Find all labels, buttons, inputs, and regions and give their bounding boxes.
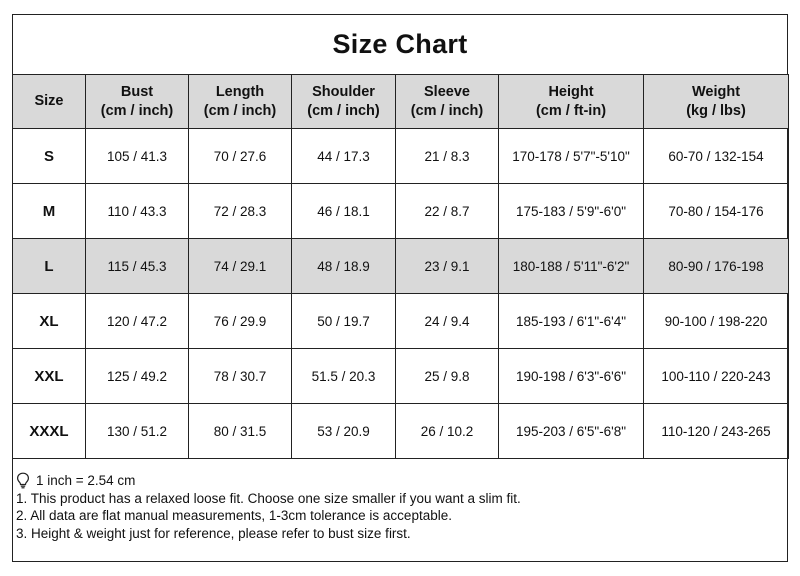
bust-cell: 105 / 41.3 [86, 129, 189, 184]
header-unit: (cm / inch) [307, 102, 380, 119]
header-weight [644, 75, 789, 129]
header-title: Height [548, 83, 594, 100]
height-cell: 170-178 / 5'7"-5'10" [499, 129, 644, 184]
weight-cell: 110-120 / 243-265 [644, 404, 789, 459]
length-cell: 70 / 27.6 [189, 129, 292, 184]
size-cell: M [13, 184, 86, 239]
table-row [13, 129, 789, 184]
height-cell: 175-183 / 5'9"-6'0" [499, 184, 644, 239]
table-row-highlighted [13, 239, 789, 294]
header-unit: (cm / inch) [100, 102, 174, 119]
table-header-row [13, 75, 789, 129]
size-cell: XXL [13, 349, 86, 404]
header-sleeve [396, 75, 499, 129]
conversion-note [16, 472, 776, 490]
length-cell: 72 / 28.3 [189, 184, 292, 239]
length-cell: 78 / 30.7 [189, 349, 292, 404]
header-title: Size [34, 93, 64, 109]
header-shoulder [292, 75, 396, 129]
header-height [499, 75, 644, 129]
header-unit: (kg / lbs) [686, 102, 746, 119]
shoulder-cell: 44 / 17.3 [292, 129, 396, 184]
size-cell: S [13, 129, 86, 184]
header-title: Weight [691, 83, 741, 100]
weight-cell: 70-80 / 154-176 [644, 184, 789, 239]
note-item: 2. All data are flat manual measurements, 1-3cm tolerance is acceptable. [16, 508, 452, 523]
notes-section [16, 472, 776, 542]
bust-cell: 120 / 47.2 [86, 294, 189, 349]
weight-cell: 100-110 / 220-243 [644, 349, 789, 404]
height-cell: 185-193 / 6'1"-6'4" [499, 294, 644, 349]
sleeve-cell: 22 / 8.7 [396, 184, 499, 239]
shoulder-cell: 50 / 19.7 [292, 294, 396, 349]
header-title: Bust [120, 83, 154, 100]
size-cell: L [13, 239, 86, 294]
shoulder-cell: 46 / 18.1 [292, 184, 396, 239]
height-cell: 190-198 / 6'3"-6'6" [499, 349, 644, 404]
table-row [13, 404, 789, 459]
length-cell: 76 / 29.9 [189, 294, 292, 349]
weight-cell: 90-100 / 198-220 [644, 294, 789, 349]
note-item: 3. Height & weight just for reference, please refer to bust size first. [16, 525, 411, 541]
bust-cell: 130 / 51.2 [86, 404, 189, 459]
header-unit: (cm / inch) [410, 102, 484, 119]
shoulder-cell: 53 / 20.9 [292, 404, 396, 459]
weight-cell: 80-90 / 176-198 [644, 239, 789, 294]
bust-cell: 110 / 43.3 [86, 184, 189, 239]
header-length [189, 75, 292, 129]
sleeve-cell: 21 / 8.3 [396, 129, 499, 184]
header-title: Length [215, 83, 265, 100]
length-cell: 80 / 31.5 [189, 404, 292, 459]
header-bust [86, 75, 189, 129]
header-unit: (cm / inch) [203, 102, 277, 119]
sleeve-cell: 25 / 9.8 [396, 349, 499, 404]
length-cell: 74 / 29.1 [189, 239, 292, 294]
header-unit: (cm / ft-in) [535, 102, 607, 119]
lightbulb-icon [16, 472, 30, 489]
conversion-text: 1 inch = 2.54 cm [36, 473, 136, 488]
sleeve-cell: 23 / 9.1 [396, 239, 499, 294]
table-row [13, 294, 789, 349]
size-cell: XXXL [13, 404, 86, 459]
header-size [13, 75, 86, 129]
note-item: 1. This product has a relaxed loose fit. Choose one size smaller if you want a slim fit. [16, 490, 521, 506]
shoulder-cell: 51.5 / 20.3 [292, 349, 396, 404]
size-table [12, 74, 789, 459]
table-row [13, 184, 789, 239]
header-title: Shoulder [312, 83, 375, 100]
table-row [13, 349, 789, 404]
size-cell: XL [13, 294, 86, 349]
height-cell: 195-203 / 6'5"-6'8" [499, 404, 644, 459]
sleeve-cell: 26 / 10.2 [396, 404, 499, 459]
chart-title: Size Chart [332, 28, 468, 59]
bust-cell: 125 / 49.2 [86, 349, 189, 404]
shoulder-cell: 48 / 18.9 [292, 239, 396, 294]
header-title: Sleeve [424, 83, 470, 100]
sleeve-cell: 24 / 9.4 [396, 294, 499, 349]
bust-cell: 115 / 45.3 [86, 239, 189, 294]
height-cell: 180-188 / 5'11"-6'2" [499, 239, 644, 294]
weight-cell: 60-70 / 132-154 [644, 129, 789, 184]
